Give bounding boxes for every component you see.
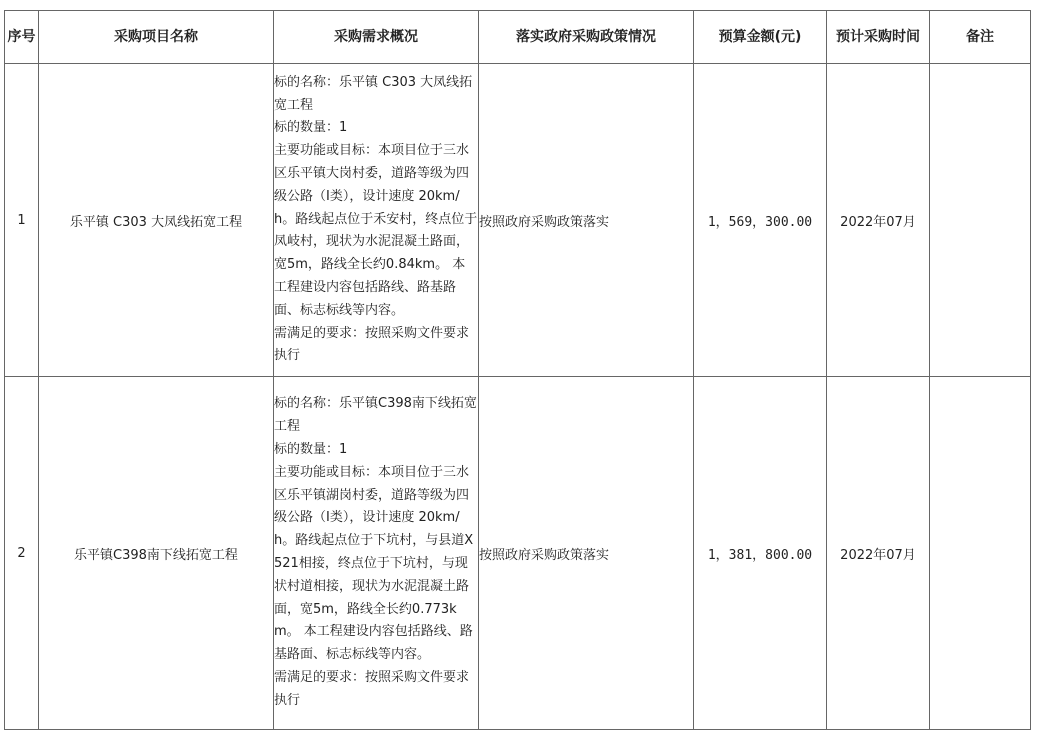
table-row [5,64,1031,377]
row-budget: 1，569，300.00 [694,64,827,377]
header-project-name: 采购项目名称 [39,11,274,64]
row-budget: 1，381，800.00 [694,377,827,730]
demand-quantity: 标的数量：1 [274,120,348,136]
row-demand-summary [274,64,479,377]
demand-subject: 标的名称：乐平镇 C303 大凤线拓宽工程 [274,74,473,113]
row-remark [930,377,1031,730]
row-seq: 2 [5,377,39,730]
procurement-table [4,10,1031,730]
header-budget: 预算金额(元) [694,11,827,64]
demand-objective: 主要功能或目标：本项目位于三水区乐平镇大岗村委，道路等级为四级公路（Ⅰ类），设计速度 20km/h。路线起点位于禾安村，终点位于凤岐村，现状为水泥混凝土路面，宽5m，路线全长约0.84km。 本工程建设内容包括路线、路基路面、标志标线等内容。 [274,143,478,318]
row-policy: 按照政府采购政策落实 [479,64,694,377]
row-demand-summary [274,377,479,730]
row-policy: 按照政府采购政策落实 [479,377,694,730]
demand-requirement: 需满足的要求：按照采购文件要求执行 [274,325,470,364]
header-policy: 落实政府采购政策情况 [479,11,694,64]
header-procurement-time: 预计采购时间 [827,11,930,64]
row-seq: 1 [5,64,39,377]
demand-requirement: 需满足的要求：按照采购文件要求执行 [274,669,470,708]
header-seq: 序号 [5,11,39,64]
row-procurement-time: 2022年07月 [827,64,930,377]
row-project-name: 乐平镇 C303 大凤线拓宽工程 [39,64,274,377]
demand-objective: 主要功能或目标：本项目位于三水区乐平镇湖岗村委，道路等级为四级公路（Ⅰ类），设计速度 20km/h。路线起点位于下坑村，与县道X521相接，终点位于下坑村，与现状村道相接，现状为水泥混凝土路面，宽5m，路线全长约0.773km。 本工程建设内容包括路线、路基路面、标志标线等内容。 [274,464,474,663]
demand-quantity: 标的数量：1 [274,442,348,458]
row-remark [930,64,1031,377]
demand-subject: 标的名称：乐平镇C398南下线拓宽工程 [274,396,477,435]
header-demand-summary: 采购需求概况 [274,11,479,64]
row-project-name: 乐平镇C398南下线拓宽工程 [39,377,274,730]
table-header-row [5,11,1031,64]
table-row [5,377,1031,730]
header-remark: 备注 [930,11,1031,64]
row-procurement-time: 2022年07月 [827,377,930,730]
